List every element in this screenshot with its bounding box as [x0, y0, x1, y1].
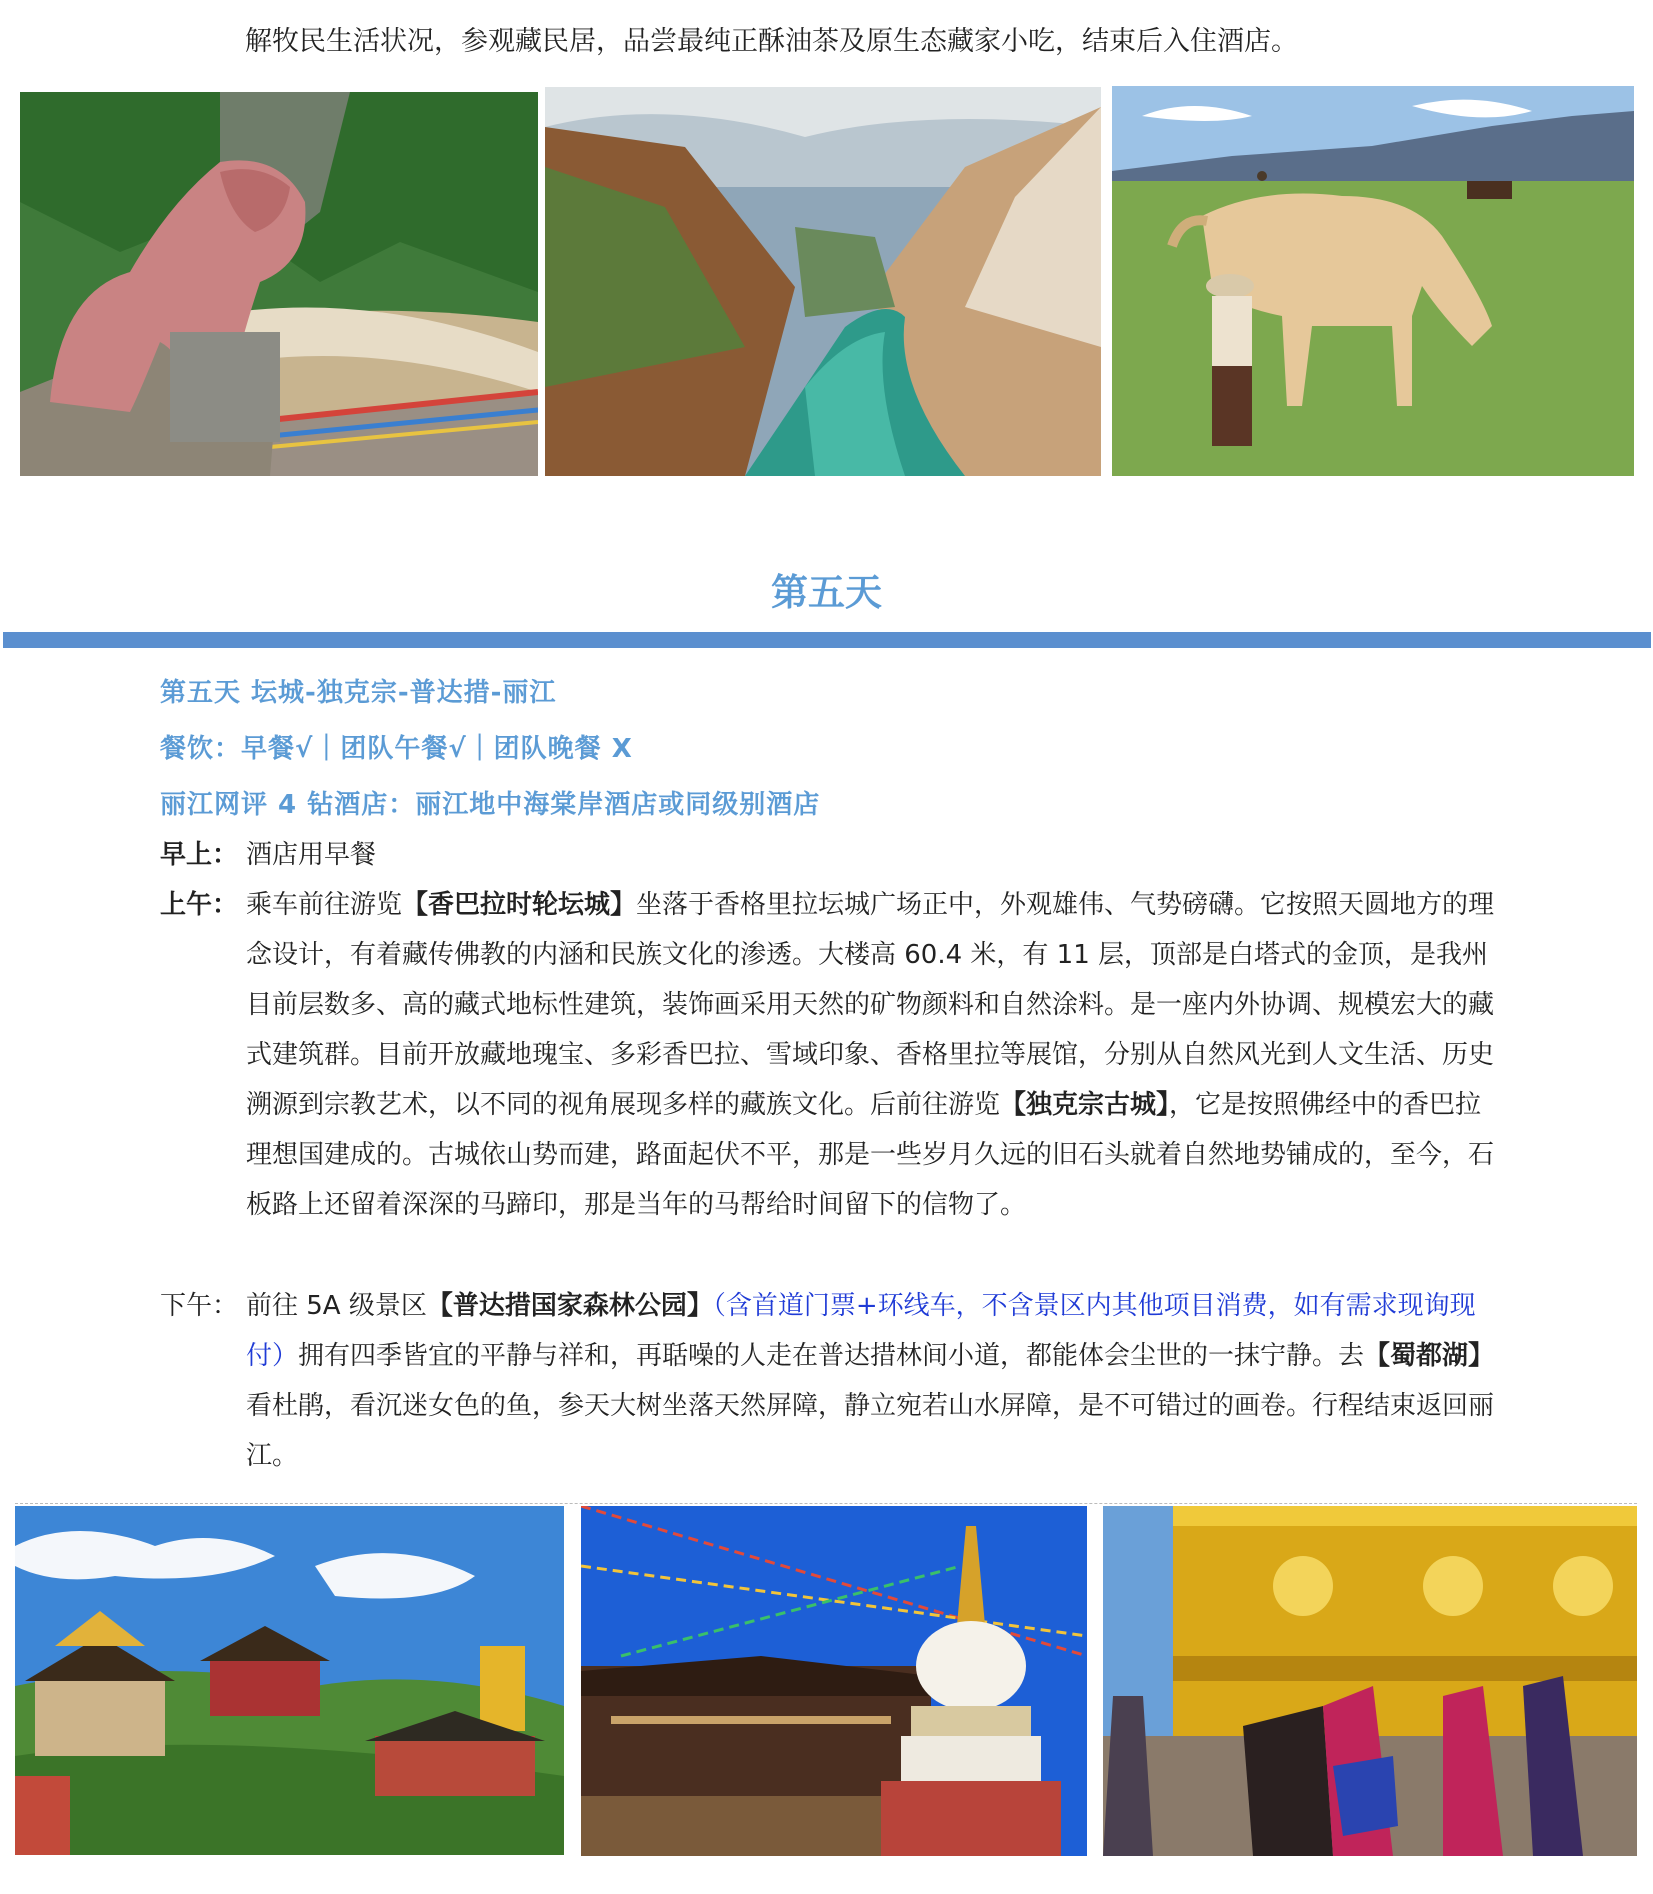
river-gorge-photo — [545, 87, 1101, 476]
afternoon-text-1: 前往 5A 级景区 — [246, 1291, 427, 1321]
morning-text-1: 乘车前往游览 — [246, 890, 403, 920]
meals-line: 餐饮：早餐√｜团队午餐√｜团队晚餐 X — [160, 734, 633, 764]
afternoon-text-2: 拥有四季皆宜的平静与祥和，再聒噪的人走在普达措林间小道，都能体会尘世的一抹宁静。去 — [298, 1341, 1365, 1371]
breakfast-label: 早上： — [160, 840, 239, 870]
ticket-note: （含首道门票+环线车，不含景区内其他项目消费，如有需求现询现付） — [246, 1291, 1476, 1371]
dashed-divider — [15, 1503, 1637, 1504]
tibetan-monastery-photo — [15, 1506, 564, 1855]
kalachakra-mandala-name: 【香巴拉时轮坛城】 — [402, 890, 637, 920]
pudacuo-park-name: 【普达措国家森林公园】 — [426, 1291, 713, 1321]
afternoon-paragraph — [160, 1281, 1500, 1481]
breakfast-paragraph — [160, 830, 1500, 880]
breakfast-text: 酒店用早餐 — [246, 840, 377, 870]
grassland-horse-photo — [1112, 86, 1634, 476]
morning-text-3: ，它是按照佛经中的香巴拉理想国建成的。古城依山势而建，路面起伏不平，那是一些岁月久远的旧石头就着自然地势铺成的，至今，石板路上还留着深深的马蹄印，那是当年的马帮给时间留下的信物了。 — [246, 1090, 1495, 1220]
morning-text-2: 坐落于香格里拉坛城广场正中，外观雄伟、气势磅礴。它按照天圆地方的理念设计，有着藏传佛教的内涵和民族文化的渗透。大楼高 60.4 米，有 11 层，顶部是白塔式的金顶，是我州目前层数多、高的藏式地标性建筑，装饰画采用天然的矿物颜料和自然涂料。是一座内外协调、规模宏大的藏式建筑群。目前开放藏地瑰宝、多彩香巴拉、雪域印象、香格里拉等展馆，分别从自然风光到人文生活、历史溯源到宗教艺术，以不同的视角展现多样的藏族文化。后前往游览 — [246, 890, 1495, 1120]
morning-label: 上午： — [160, 890, 239, 920]
shudu-lake-name: 【蜀都湖】 — [1364, 1341, 1495, 1371]
hotel-line: 丽江网评 4 钻酒店：丽江地中海棠岸酒店或同级别酒店 — [160, 790, 821, 820]
golden-prayer-wheel-photo — [1103, 1506, 1637, 1856]
white-stupa-prayer-flags-photo — [581, 1506, 1087, 1856]
afternoon-label: 下午： — [160, 1291, 239, 1321]
section-divider — [3, 632, 1651, 648]
day-heading: 第五天 — [771, 571, 882, 614]
route-line: 第五天 坛城-独克宗-普达措-丽江 — [160, 678, 557, 708]
dukezong-old-town-name: 【独克宗古城】 — [1000, 1090, 1170, 1120]
morning-paragraph — [160, 880, 1500, 1230]
tiger-leaping-gorge-statue-photo — [20, 92, 538, 476]
afternoon-text-3: 看杜鹃，看沉迷女色的鱼，参天大树坐落天然屏障，静立宛若山水屏障，是不可错过的画卷。行程结束返回丽江。 — [246, 1391, 1495, 1471]
intro-text: 解牧民生活状况，参观藏民居，品尝最纯正酥油茶及原生态藏家小吃，结束后入住酒店。 — [245, 26, 1298, 57]
